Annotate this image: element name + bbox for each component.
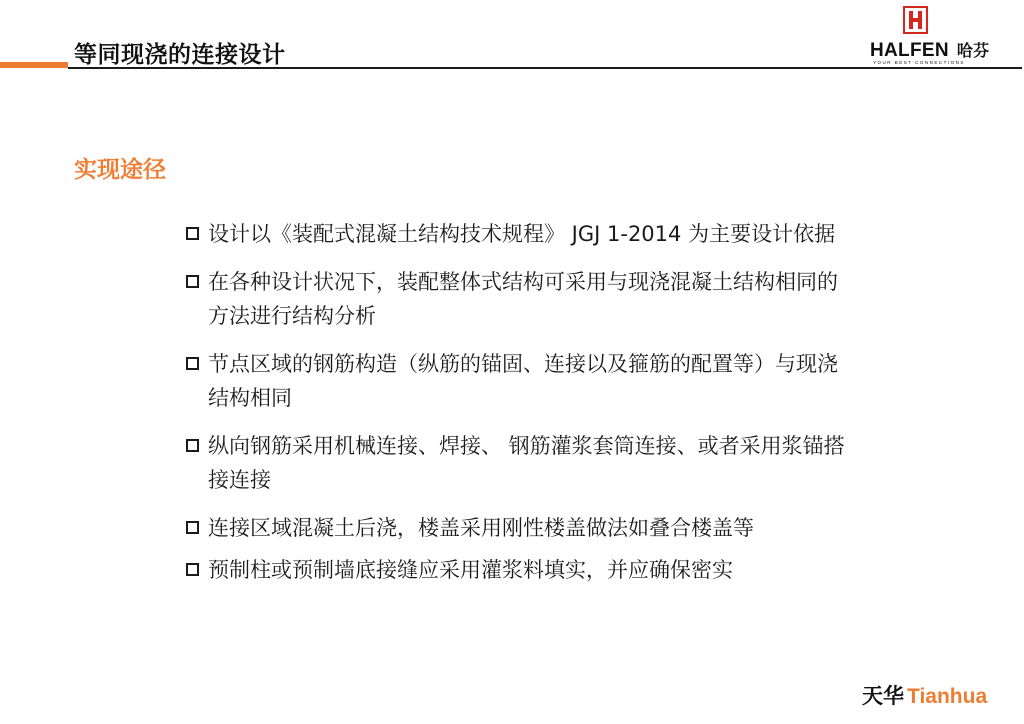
halfen-h-logo-icon bbox=[903, 6, 928, 34]
square-bullet-icon bbox=[186, 275, 199, 288]
list-item-text: 预制柱或预制墙底接缝应采用灌浆料填实，并应确保密实 bbox=[208, 558, 733, 582]
list-item bbox=[186, 511, 846, 545]
list-item-text: 连接区域混凝土后浇，楼盖采用刚性楼盖做法如叠合楼盖等 bbox=[208, 516, 754, 540]
list-item-text: 节点区域的钢筋构造（纵筋的锚固、连接以及箍筋的配置等）与现浇结构相同 bbox=[208, 352, 838, 410]
tianhua-name-cn: 天华 bbox=[862, 684, 904, 708]
page-title: 等同现浇的连接设计 bbox=[74, 42, 286, 68]
list-item-text: 在各种设计状况下，装配整体式结构可采用与现浇混凝土结构相同的方法进行结构分析 bbox=[208, 270, 838, 328]
section-heading: 实现途径 bbox=[74, 157, 166, 183]
tianhua-logo bbox=[862, 680, 987, 710]
halfen-name: HALFEN bbox=[870, 40, 949, 61]
halfen-logo-text bbox=[870, 38, 989, 62]
bullet-list bbox=[186, 217, 846, 601]
square-bullet-icon bbox=[186, 521, 199, 534]
square-bullet-icon bbox=[186, 227, 199, 240]
title-accent-bar bbox=[0, 62, 68, 68]
list-item-text: 纵向钢筋采用机械连接、焊接、 钢筋灌浆套筒连接、或者采用浆锚搭接连接 bbox=[208, 434, 845, 492]
square-bullet-icon bbox=[186, 357, 199, 370]
list-item bbox=[186, 347, 846, 415]
halfen-tagline: YOUR BEST CONNECTIONS bbox=[873, 60, 965, 65]
list-item bbox=[186, 265, 846, 333]
tianhua-name-en: Tianhua bbox=[907, 685, 988, 708]
list-item bbox=[186, 553, 846, 587]
halfen-name-cn: 哈芬 bbox=[956, 41, 990, 60]
square-bullet-icon bbox=[186, 563, 199, 576]
square-bullet-icon bbox=[186, 439, 199, 452]
list-item bbox=[186, 217, 846, 251]
list-item-text: 设计以《装配式混凝土结构技术规程》 JGJ 1-2014 为主要设计依据 bbox=[208, 222, 836, 246]
list-item bbox=[186, 429, 846, 497]
halfen-logo bbox=[870, 6, 1015, 66]
